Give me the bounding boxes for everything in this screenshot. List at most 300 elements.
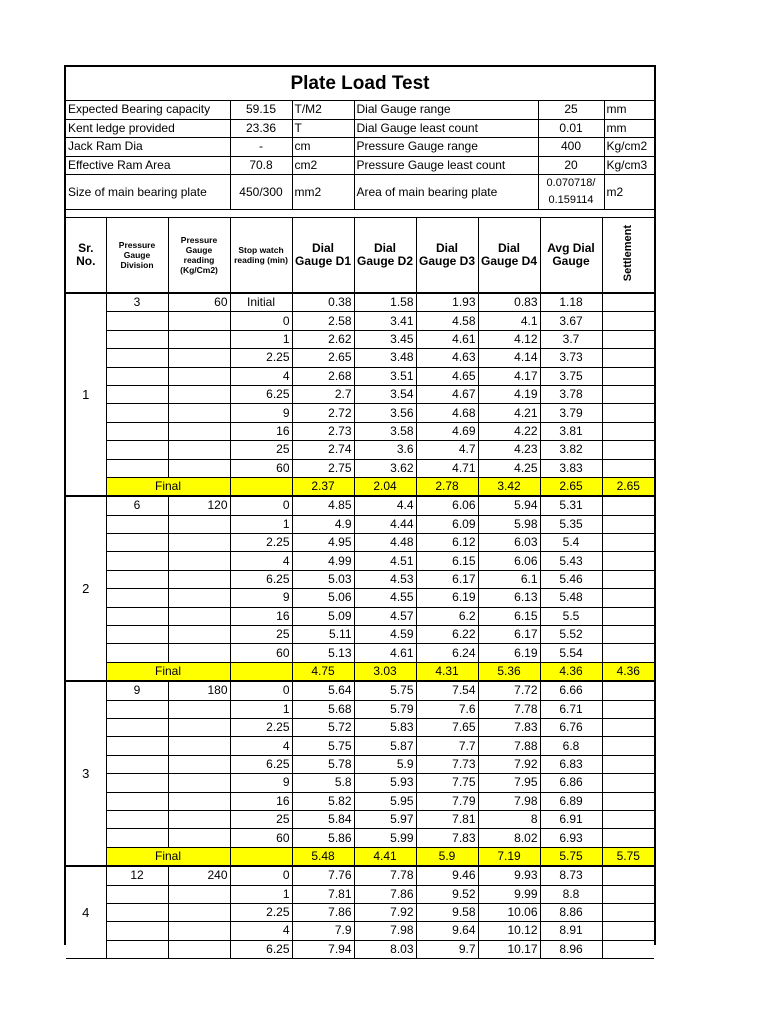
settlement-cell (602, 829, 654, 847)
pressure-reading-cell (168, 459, 230, 477)
table-row (66, 903, 654, 921)
dial-d4-cell: 0.83 (478, 293, 540, 312)
dial-d1-cell: 4.99 (292, 552, 354, 570)
dial-d2-cell: 3.56 (354, 404, 416, 422)
settlement-cell (602, 422, 654, 440)
dial-d2-cell: 5.97 (354, 810, 416, 828)
dial-d1-cell: 5.84 (292, 810, 354, 828)
pressure-reading-cell (168, 534, 230, 552)
dial-d4-cell: 5.94 (478, 496, 540, 515)
pressure-division-cell (106, 330, 168, 348)
dial-d4-cell: 4.19 (478, 385, 540, 403)
dial-d4-cell: 9.99 (478, 885, 540, 903)
table-row (66, 755, 654, 773)
section-gap (66, 210, 654, 217)
dial-d2-cell: 3.45 (354, 330, 416, 348)
dial-d1-cell: 7.81 (292, 885, 354, 903)
stop-watch-cell: Initial (230, 293, 292, 312)
stop-watch-cell: 4 (230, 552, 292, 570)
table-row (66, 496, 654, 515)
settlement-cell (602, 404, 654, 422)
dial-d4-cell: 9.93 (478, 866, 540, 885)
pressure-reading-cell (168, 700, 230, 718)
test-parameters-table (66, 101, 654, 210)
settlement-cell (602, 810, 654, 828)
settlement-cell (602, 903, 654, 921)
pressure-division-cell (106, 922, 168, 940)
dial-d3-cell: 4.63 (416, 349, 478, 367)
header-dial-d4: Dial Gauge D4 (478, 218, 540, 294)
parameter-row (66, 101, 654, 119)
stop-watch-cell: 6.25 (230, 755, 292, 773)
stop-watch-cell: 0 (230, 681, 292, 700)
dial-d2-cell: 3.51 (354, 367, 416, 385)
dial-d1-cell: 2.58 (292, 312, 354, 330)
dial-d1-cell: 2.65 (292, 349, 354, 367)
dial-d3-cell: 7.6 (416, 700, 478, 718)
stop-watch-cell: 4 (230, 367, 292, 385)
table-row (66, 422, 654, 440)
sr-no-cell: 4 (66, 866, 106, 958)
dial-d2-cell: 5.95 (354, 792, 416, 810)
stop-watch-cell: 0 (230, 866, 292, 885)
dial-d2-cell: 5.79 (354, 700, 416, 718)
pressure-reading-cell (168, 810, 230, 828)
parameter-row (66, 138, 654, 157)
pressure-division-cell (106, 885, 168, 903)
pressure-division-cell (106, 829, 168, 847)
settlement-cell (602, 312, 654, 330)
pressure-reading-cell (168, 626, 230, 644)
dial-d3-cell: 7.81 (416, 810, 478, 828)
dial-d3-cell: 4.65 (416, 367, 478, 385)
pressure-division-cell (106, 312, 168, 330)
pressure-reading-cell (168, 829, 230, 847)
table-row (66, 404, 654, 422)
avg-dial-cell: 3.7 (540, 330, 602, 348)
final-d1: 4.75 (292, 662, 354, 681)
final-label: Final (106, 662, 230, 681)
dial-d1-cell: 2.68 (292, 367, 354, 385)
table-row (66, 922, 654, 940)
final-avg: 2.65 (540, 477, 602, 496)
stop-watch-cell: 1 (230, 330, 292, 348)
parameter-label: Pressure Gauge range (354, 138, 538, 157)
pressure-division-cell (106, 755, 168, 773)
table-row (66, 626, 654, 644)
dial-d3-cell: 7.54 (416, 681, 478, 700)
pressure-division-cell (106, 349, 168, 367)
parameter-value: 70.8 (230, 156, 292, 175)
settlement-cell (602, 885, 654, 903)
table-row (66, 367, 654, 385)
final-d1: 2.37 (292, 477, 354, 496)
pressure-division-cell (106, 422, 168, 440)
dial-d1-cell: 5.86 (292, 829, 354, 847)
final-settlement: 4.36 (602, 662, 654, 681)
parameter-value: - (230, 138, 292, 157)
settlement-cell (602, 792, 654, 810)
dial-d1-cell: 7.76 (292, 866, 354, 885)
dial-d1-cell: 5.03 (292, 570, 354, 588)
table-row (66, 810, 654, 828)
dial-d3-cell: 6.09 (416, 515, 478, 533)
settlement-cell (602, 644, 654, 662)
pressure-reading-cell (168, 607, 230, 625)
dial-d1-cell: 5.09 (292, 607, 354, 625)
header-sr-no: Sr. No. (66, 218, 106, 294)
stop-watch-cell: 16 (230, 607, 292, 625)
settlement-cell (602, 626, 654, 644)
final-d3: 5.9 (416, 847, 478, 866)
dial-d4-cell: 7.92 (478, 755, 540, 773)
settlement-cell (602, 570, 654, 588)
final-blank (230, 847, 292, 866)
dial-d3-cell: 4.69 (416, 422, 478, 440)
table-row (66, 570, 654, 588)
dial-d4-cell: 10.06 (478, 903, 540, 921)
pressure-division-cell (106, 700, 168, 718)
pressure-division-cell (106, 903, 168, 921)
table-row (66, 718, 654, 736)
dial-d4-cell: 4.23 (478, 441, 540, 459)
dial-d2-cell: 5.99 (354, 829, 416, 847)
dial-d2-cell: 4.53 (354, 570, 416, 588)
pressure-reading-cell (168, 404, 230, 422)
dial-d2-cell: 4.48 (354, 534, 416, 552)
dial-d3-cell: 4.58 (416, 312, 478, 330)
pressure-reading-cell: 240 (168, 866, 230, 885)
dial-d4-cell: 4.21 (478, 404, 540, 422)
dial-d4-cell: 4.14 (478, 349, 540, 367)
parameter-label: Area of main bearing plate (354, 175, 538, 210)
stop-watch-cell: 25 (230, 626, 292, 644)
avg-dial-cell: 6.76 (540, 718, 602, 736)
dial-d2-cell: 1.58 (354, 293, 416, 312)
parameter-unit: Kg/cm2 (604, 138, 654, 157)
avg-dial-cell: 6.71 (540, 700, 602, 718)
dial-d4-cell: 7.83 (478, 718, 540, 736)
dial-d2-cell: 5.87 (354, 737, 416, 755)
dial-d2-cell: 4.51 (354, 552, 416, 570)
pressure-reading-cell (168, 792, 230, 810)
sr-no-cell: 2 (66, 496, 106, 681)
pressure-division-cell (106, 626, 168, 644)
avg-dial-cell: 5.48 (540, 589, 602, 607)
stop-watch-cell: 25 (230, 810, 292, 828)
stop-watch-cell: 1 (230, 885, 292, 903)
dial-d4-cell: 7.78 (478, 700, 540, 718)
pressure-reading-cell (168, 885, 230, 903)
settlement-cell (602, 459, 654, 477)
pressure-reading-cell (168, 552, 230, 570)
header-pressure-reading: Pressure Gauge reading (Kg/Cm2) (168, 218, 230, 294)
dial-d4-cell: 4.25 (478, 459, 540, 477)
dial-d3-cell: 9.46 (416, 866, 478, 885)
dial-d3-cell: 7.79 (416, 792, 478, 810)
dial-d2-cell: 8.03 (354, 940, 416, 958)
sr-no-cell: 1 (66, 293, 106, 496)
dial-d3-cell: 7.73 (416, 755, 478, 773)
avg-dial-cell: 5.4 (540, 534, 602, 552)
dial-d3-cell: 6.19 (416, 589, 478, 607)
avg-dial-cell: 1.18 (540, 293, 602, 312)
pressure-division-cell (106, 774, 168, 792)
avg-dial-cell: 6.93 (540, 829, 602, 847)
dial-d2-cell: 4.57 (354, 607, 416, 625)
stop-watch-cell: 4 (230, 737, 292, 755)
avg-dial-cell: 5.43 (540, 552, 602, 570)
avg-dial-cell: 6.66 (540, 681, 602, 700)
parameter-unit: cm (292, 138, 354, 157)
dial-d4-cell: 6.13 (478, 589, 540, 607)
stop-watch-cell: 0 (230, 312, 292, 330)
pressure-reading-cell (168, 644, 230, 662)
pressure-reading-cell (168, 774, 230, 792)
table-row (66, 792, 654, 810)
dial-d2-cell: 7.98 (354, 922, 416, 940)
dial-d4-cell: 7.72 (478, 681, 540, 700)
dial-d1-cell: 0.38 (292, 293, 354, 312)
pressure-division-cell: 9 (106, 681, 168, 700)
parameter-row (66, 156, 654, 175)
table-row (66, 349, 654, 367)
dial-d3-cell: 7.75 (416, 774, 478, 792)
dial-d4-cell: 4.1 (478, 312, 540, 330)
dial-d1-cell: 7.9 (292, 922, 354, 940)
table-row (66, 534, 654, 552)
dial-d1-cell: 7.86 (292, 903, 354, 921)
stop-watch-cell: 6.25 (230, 385, 292, 403)
avg-dial-cell: 5.5 (540, 607, 602, 625)
dial-d1-cell: 5.78 (292, 755, 354, 773)
stop-watch-cell: 25 (230, 441, 292, 459)
dial-d1-cell: 2.74 (292, 441, 354, 459)
dial-d1-cell: 4.9 (292, 515, 354, 533)
dial-d4-cell: 7.98 (478, 792, 540, 810)
stop-watch-cell: 2.25 (230, 718, 292, 736)
table-row (66, 774, 654, 792)
final-d4: 7.19 (478, 847, 540, 866)
final-d2: 3.03 (354, 662, 416, 681)
pressure-reading-cell (168, 755, 230, 773)
dial-d3-cell: 9.64 (416, 922, 478, 940)
table-row (66, 385, 654, 403)
stop-watch-cell: 6.25 (230, 570, 292, 588)
parameter-value: 23.36 (230, 119, 292, 138)
parameter-label: Size of main bearing plate (66, 175, 230, 210)
avg-dial-cell: 8.96 (540, 940, 602, 958)
final-row (66, 847, 654, 866)
dial-d3-cell: 6.17 (416, 570, 478, 588)
stop-watch-cell: 6.25 (230, 940, 292, 958)
dial-d1-cell: 4.85 (292, 496, 354, 515)
pressure-division-cell (106, 404, 168, 422)
stop-watch-cell: 1 (230, 700, 292, 718)
pressure-reading-cell (168, 737, 230, 755)
readings-table (66, 217, 654, 959)
stop-watch-cell: 60 (230, 829, 292, 847)
pressure-reading-cell (168, 330, 230, 348)
settlement-cell (602, 774, 654, 792)
pressure-reading-cell (168, 570, 230, 588)
final-blank (230, 477, 292, 496)
final-d3: 4.31 (416, 662, 478, 681)
settlement-cell (602, 534, 654, 552)
pressure-division-cell (106, 718, 168, 736)
final-avg: 5.75 (540, 847, 602, 866)
pressure-division-cell (106, 940, 168, 958)
parameter-label: Pressure Gauge least count (354, 156, 538, 175)
settlement-cell (602, 385, 654, 403)
parameter-row (66, 119, 654, 138)
table-row (66, 681, 654, 700)
final-label: Final (106, 847, 230, 866)
final-settlement: 5.75 (602, 847, 654, 866)
header-stop-watch: Stop watch reading (min) (230, 218, 292, 294)
avg-dial-cell: 3.79 (540, 404, 602, 422)
dial-d2-cell: 4.44 (354, 515, 416, 533)
parameter-label: Dial Gauge least count (354, 119, 538, 138)
dial-d3-cell: 6.15 (416, 552, 478, 570)
avg-dial-cell: 3.78 (540, 385, 602, 403)
pressure-reading-cell (168, 903, 230, 921)
settlement-cell (602, 293, 654, 312)
parameter-value: 59.15 (230, 101, 292, 119)
dial-d3-cell: 7.83 (416, 829, 478, 847)
stop-watch-cell: 2.25 (230, 903, 292, 921)
settlement-cell (602, 922, 654, 940)
pressure-division-cell (106, 552, 168, 570)
dial-d4-cell: 5.98 (478, 515, 540, 533)
table-row (66, 829, 654, 847)
pressure-reading-cell (168, 367, 230, 385)
pressure-division-cell (106, 570, 168, 588)
dial-d1-cell: 5.8 (292, 774, 354, 792)
stop-watch-cell: 2.25 (230, 349, 292, 367)
pressure-reading-cell: 120 (168, 496, 230, 515)
pressure-reading-cell (168, 589, 230, 607)
final-settlement: 2.65 (602, 477, 654, 496)
table-row (66, 312, 654, 330)
dial-d3-cell: 6.06 (416, 496, 478, 515)
dial-d1-cell: 5.06 (292, 589, 354, 607)
pressure-reading-cell: 180 (168, 681, 230, 700)
pressure-division-cell: 3 (106, 293, 168, 312)
pressure-division-cell (106, 441, 168, 459)
parameter-label: Expected Bearing capacity (66, 101, 230, 119)
dial-d1-cell: 2.7 (292, 385, 354, 403)
dial-d3-cell: 6.12 (416, 534, 478, 552)
settlement-cell (602, 940, 654, 958)
table-row (66, 293, 654, 312)
table-row (66, 552, 654, 570)
dial-d3-cell: 4.68 (416, 404, 478, 422)
dial-d3-cell: 4.61 (416, 330, 478, 348)
avg-dial-cell: 8.8 (540, 885, 602, 903)
table-row (66, 737, 654, 755)
parameter-unit: mm2 (292, 175, 354, 210)
table-row (66, 940, 654, 958)
dial-d4-cell: 6.03 (478, 534, 540, 552)
avg-dial-cell: 6.86 (540, 774, 602, 792)
dial-d3-cell: 1.93 (416, 293, 478, 312)
dial-d2-cell: 4.61 (354, 644, 416, 662)
final-label: Final (106, 477, 230, 496)
dial-d4-cell: 8 (478, 810, 540, 828)
table-row (66, 700, 654, 718)
dial-d2-cell: 3.6 (354, 441, 416, 459)
avg-dial-cell: 5.35 (540, 515, 602, 533)
final-d2: 2.04 (354, 477, 416, 496)
dial-d3-cell: 7.7 (416, 737, 478, 755)
dial-d4-cell: 4.17 (478, 367, 540, 385)
stop-watch-cell: 4 (230, 922, 292, 940)
stop-watch-cell: 2.25 (230, 534, 292, 552)
settlement-cell (602, 755, 654, 773)
dial-d3-cell: 9.7 (416, 940, 478, 958)
dial-d4-cell: 7.88 (478, 737, 540, 755)
parameter-value: 450/300 (230, 175, 292, 210)
dial-d2-cell: 3.54 (354, 385, 416, 403)
settlement-cell (602, 515, 654, 533)
dial-d3-cell: 7.65 (416, 718, 478, 736)
avg-dial-cell: 3.67 (540, 312, 602, 330)
header-pressure-division: Pressure Gauge Division (106, 218, 168, 294)
dial-d3-cell: 9.58 (416, 903, 478, 921)
parameter-unit: T/M2 (292, 101, 354, 119)
header-dial-d2: Dial Gauge D2 (354, 218, 416, 294)
settlement-cell (602, 718, 654, 736)
stop-watch-cell: 16 (230, 422, 292, 440)
dial-d2-cell: 3.41 (354, 312, 416, 330)
final-d1: 5.48 (292, 847, 354, 866)
settlement-cell (602, 496, 654, 515)
settlement-cell (602, 330, 654, 348)
table-row (66, 644, 654, 662)
dial-d1-cell: 7.94 (292, 940, 354, 958)
pressure-division-cell (106, 810, 168, 828)
pressure-reading-cell (168, 349, 230, 367)
final-d3: 2.78 (416, 477, 478, 496)
stop-watch-cell: 60 (230, 644, 292, 662)
avg-dial-cell: 3.73 (540, 349, 602, 367)
dial-d1-cell: 5.75 (292, 737, 354, 755)
dial-d1-cell: 2.72 (292, 404, 354, 422)
avg-dial-cell: 5.54 (540, 644, 602, 662)
dial-d4-cell: 8.02 (478, 829, 540, 847)
dial-d1-cell: 5.82 (292, 792, 354, 810)
parameter-label: Jack Ram Dia (66, 138, 230, 157)
dial-d2-cell: 7.78 (354, 866, 416, 885)
settlement-cell (602, 607, 654, 625)
dial-d2-cell: 7.86 (354, 885, 416, 903)
pressure-reading-cell (168, 940, 230, 958)
pressure-reading-cell (168, 515, 230, 533)
pressure-division-cell (106, 534, 168, 552)
dial-d4-cell: 4.22 (478, 422, 540, 440)
dial-d4-cell: 6.19 (478, 644, 540, 662)
pressure-division-cell (106, 792, 168, 810)
dial-d3-cell: 9.52 (416, 885, 478, 903)
settlement-cell (602, 866, 654, 885)
parameter-value: 25 (538, 101, 604, 119)
pressure-reading-cell (168, 718, 230, 736)
table-row (66, 866, 654, 885)
settlement-cell (602, 441, 654, 459)
table-row (66, 330, 654, 348)
pressure-division-cell (106, 607, 168, 625)
